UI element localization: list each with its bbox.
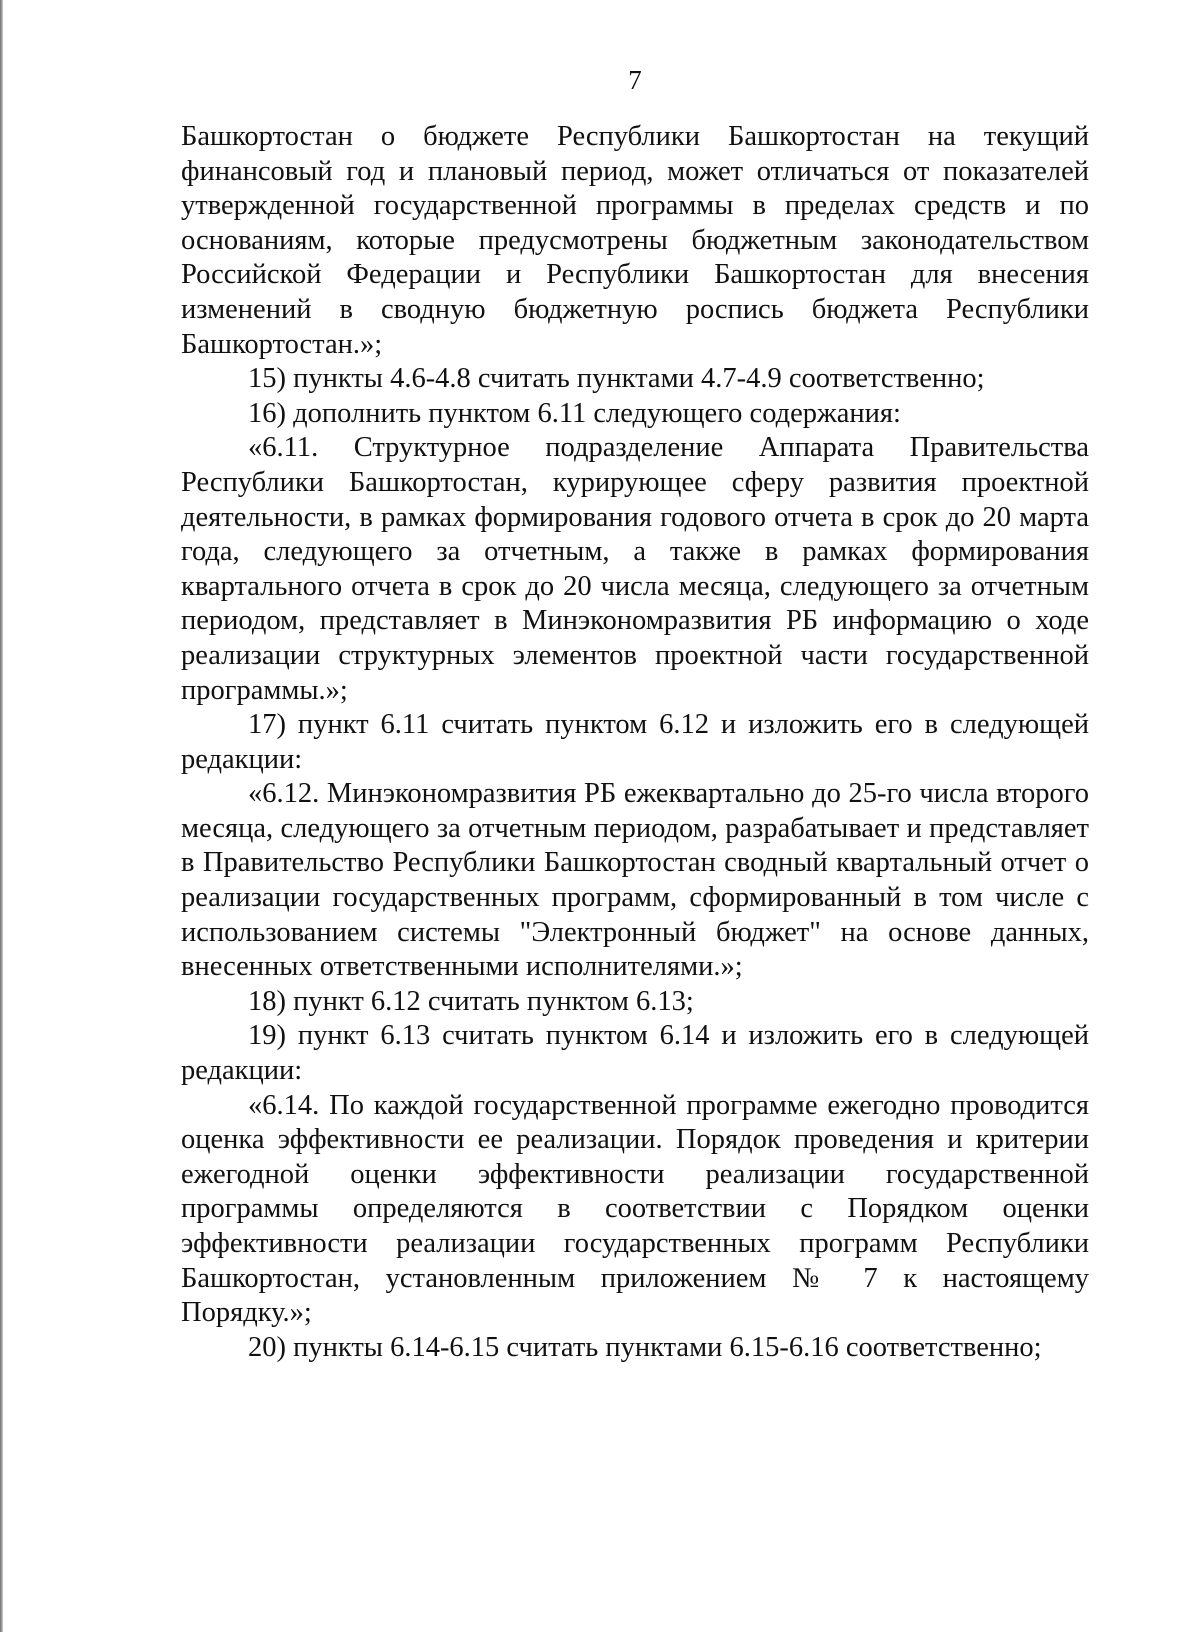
paragraph-item-15: 15) пункты 4.6-4.8 считать пунктами 4.7-4.9 соответственно; xyxy=(248,363,985,395)
paragraph-item-20: 20) пункты 6.14-6.15 считать пунктами 6.15-6.16 соответственно; xyxy=(248,1331,1042,1363)
page-number: 7 xyxy=(628,65,642,95)
paragraph-quote-6-14: «6.14. По каждой государственной программе ежегодно проводится оценка эффективности ее реализации. Порядок проведения и критерии ежегодной оценки эффективности реализации государственной программы определяются в соответствии с Порядком оценки эффективности реализации государственных программ Республики Башкортостан, установленным приложением № 7 к настоящему Порядку.»; xyxy=(181,1089,1089,1329)
scan-edge xyxy=(0,0,3,1632)
paragraph-continuation: Башкортостан о бюджете Республики Башкортостан на текущий финансовый год и плановый период, может отличаться от показателей утвержденной государственной программы в пределах средств и по основаниям, которые предусмотрены бюджетным законодательством Российской Федерации и Республики Башкортостан для внесения изменений в сводную бюджетную роспись бюджета Республики Башкортостан.»; xyxy=(181,121,1089,360)
paragraph-quote-6-11: «6.11. Структурное подразделение Аппарата Правительства Республики Башкортостан, курирующее сферу развития проектной деятельности, в рамках формирования годового отчета в срок до 20 марта года, следующего за отчетным, а также в рамках формирования квартального отчета в срок до 20 числа месяца, следующего за отчетным периодом, представляет в Минэкономразвития РБ информацию о ходе реализации структурных элементов проектной части государственной программы.»; xyxy=(181,432,1089,706)
paragraph-item-17: 17) пункт 6.11 считать пунктом 6.12 и изложить его в следующей редакции: xyxy=(181,709,1089,775)
paragraph-item-16: 16) дополнить пунктом 6.11 следующего содержания: xyxy=(248,397,901,429)
document-body xyxy=(181,120,1089,1365)
paragraph-item-18: 18) пункт 6.12 считать пунктом 6.13; xyxy=(248,985,694,1017)
paragraph-item-19: 19) пункт 6.13 считать пунктом 6.14 и изложить его в следующей редакции: xyxy=(181,1020,1089,1087)
paragraph-quote-6-12: «6.12. Минэкономразвития РБ ежеквартально до 25-го числа второго месяца, следующего за отчетным периодом, разрабатывает и представляет в Правительство Республики Башкортостан сводный квартальный отчет о реализации государственных программ, сформированный в том числе с использованием системы "Электронный бюджет" на основе данных, внесенных ответственными исполнителями.»; xyxy=(181,778,1089,983)
